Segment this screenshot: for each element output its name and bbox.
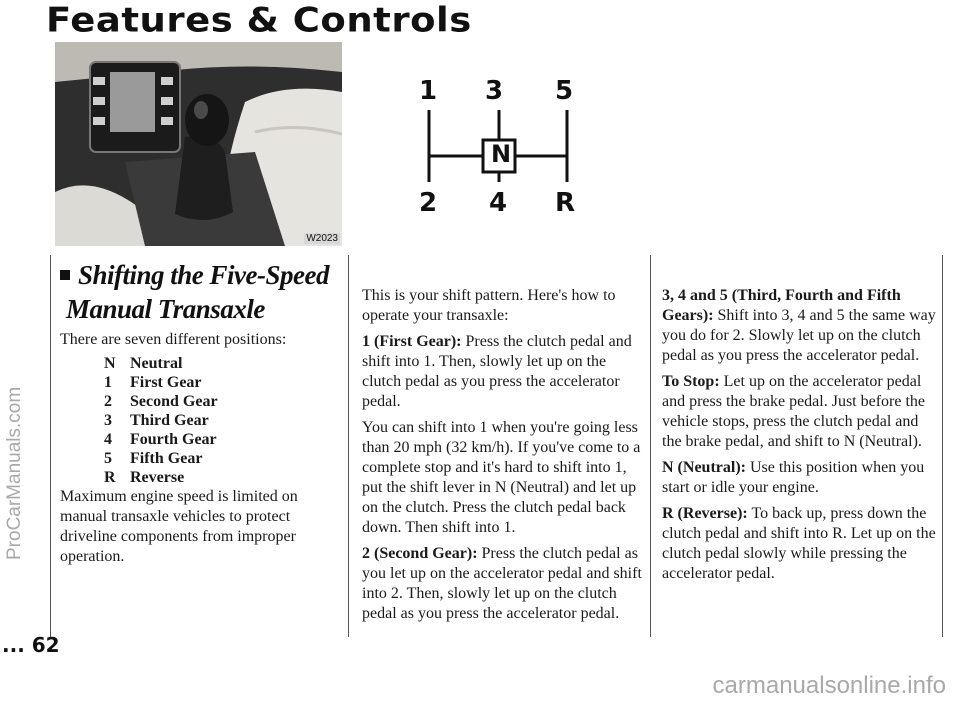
engine-speed-note: Maximum engine speed is limited on manual transaxle vehicles to protect driveline components from improper operation. (60, 488, 298, 565)
shift-pattern-diagram (395, 70, 605, 245)
gear-label-2: 2 (419, 188, 438, 218)
heading-line-1: Shifting the Five-Speed (78, 260, 329, 290)
upper-gears-label: 3, 4 and 5 (Third, Fourth and Fifth Gears): (662, 287, 901, 324)
left-column (60, 258, 342, 573)
column-rule-1 (348, 255, 349, 637)
reverse-label: R (Reverse): (662, 505, 748, 522)
shift-pattern-intro: This is your shift pattern. Here's how to operate your transaxle: (362, 287, 616, 324)
gear-position-item: R Reverse (104, 469, 185, 486)
upper-gears-paragraph: 3, 4 and 5 (Third, Fourth and Fifth Gears): Shift into 3, 4 and 5 the same way you do for 2. Slowly let up on the clutch pedal as you press the accelerator pedal. (662, 287, 936, 364)
second-gear-paragraph: 2 (Second Gear): Press the clutch pedal as you let up on the accelerator pedal and shift into 2. Then, slowly let up on the clutch pedal as you press the accelerator pedal. (362, 545, 642, 622)
first-gear-note: You can shift into 1 when you're going less than 20 mph (32 km/h). If you've come to a complete stop and it's hard to shift into 1, put the shift lever in N (Neutral) and let up on the clutch. Press the clutch pedal back down. Then shift into 1. (362, 419, 641, 536)
neutral-label: N (Neutral): (662, 459, 746, 476)
column-rule-2 (650, 255, 651, 637)
gear-positions-list (60, 354, 342, 487)
gear-position-item: N Neutral (104, 355, 183, 372)
shifter-illustration (55, 42, 342, 246)
gear-label-1: 1 (419, 76, 438, 106)
gear-label-3: 3 (485, 76, 504, 106)
heading-line-2: Manual Transaxle (66, 294, 265, 324)
second-gear-label: 2 (Second Gear): (362, 545, 478, 562)
to-stop-paragraph: To Stop: Let up on the accelerator pedal and press the brake pedal. Just before the vehicle stops, press the clutch pedal and the brake pedal, and shift to N (Neutral). (662, 373, 926, 450)
right-column (662, 286, 940, 590)
photo-code-label: W2023 (306, 233, 338, 244)
side-watermark: ProCarManuals.com (4, 386, 25, 560)
page-number: ... 62 (2, 633, 60, 657)
gear-label-reverse: R (555, 188, 576, 218)
first-gear-paragraph: 1 (First Gear): Press the clutch pedal and shift into 1. Then, slowly let up on the clutch pedal as you press the accelerator pedal. (362, 333, 632, 410)
gear-position-item: 4 Fourth Gear (104, 431, 217, 448)
shifter-photo (55, 42, 342, 246)
middle-column (362, 286, 644, 630)
heading-bullet-icon (60, 270, 70, 280)
neutral-paragraph: N (Neutral): Use this position when you start or idle your engine. (662, 459, 925, 496)
gear-position-item: 3 Third Gear (104, 412, 209, 429)
right-margin-rule (942, 255, 943, 637)
left-margin-rule (50, 255, 51, 637)
gear-label-neutral: N (491, 140, 512, 168)
to-stop-label: To Stop: (662, 373, 720, 390)
section-heading (60, 258, 342, 326)
gear-label-5: 5 (555, 76, 574, 106)
gear-position-item: 1 First Gear (104, 374, 202, 391)
gear-label-4: 4 (489, 188, 508, 218)
first-gear-label: 1 (First Gear): (362, 333, 462, 350)
bottom-watermark: carmanualsonline.info (712, 672, 946, 699)
reverse-paragraph: R (Reverse): To back up, press down the clutch pedal and shift into R. Let up on the clutch pedal slowly while pressing the accelerator pedal. (662, 505, 936, 582)
gear-position-item: 2 Second Gear (104, 393, 218, 410)
positions-intro: There are seven different positions: (60, 331, 287, 348)
page-title: Features & Controls (46, 0, 472, 40)
gear-position-item: 5 Fifth Gear (104, 450, 203, 467)
